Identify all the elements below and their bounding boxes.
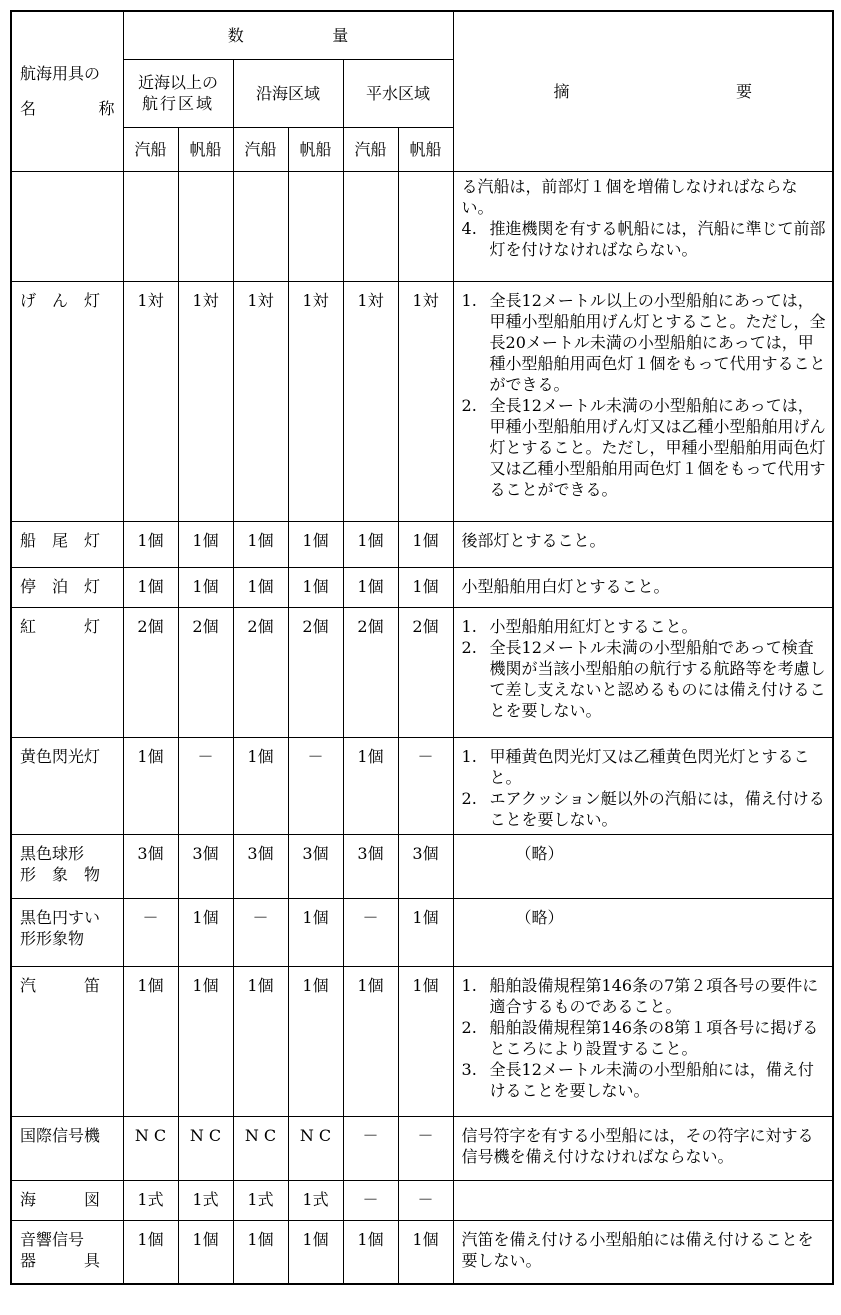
quantity-cell: 1個 [398,898,453,966]
item-name-cell [11,281,123,521]
quantity-cell: 1対 [288,281,343,521]
remarks-item [462,395,827,500]
item-name-line: 形形象物 [20,928,85,948]
quantity-cell: 2個 [398,607,453,737]
table-row [11,834,833,898]
quantity-cell: 1個 [288,898,343,966]
quantity-cell: 3個 [398,834,453,898]
item-name-cell [11,171,123,281]
quantity-cell: N C [123,1116,178,1180]
remarks-item-number: 1. [461,616,477,636]
table-row [11,567,833,607]
remarks-item [462,1125,827,1167]
remarks-item [462,637,827,721]
quantity-cell: 1対 [123,281,178,521]
header-steamship: 汽船 [343,127,398,171]
item-name-line: 黒色球形 [20,843,85,863]
remarks-item [462,176,827,218]
quantity-cell: － [288,737,343,834]
quantity-cell [288,171,343,281]
remarks-item [462,1059,827,1101]
remarks-cell [453,1116,833,1180]
quantity-cell [398,171,453,281]
remarks-item-text: 全長12メートル未満の小型船舶にあっては，甲種小型船舶用げん灯又は乙種小型船舶用げん灯とすること。ただし，甲種小型船舶用両色灯又は乙種小型船舶用両色灯１個をもって代用することができる。 [489,395,826,499]
item-name-line: 海 図 [20,1189,101,1209]
quantity-cell: 1対 [398,281,453,521]
quantity-cell: 1対 [343,281,398,521]
item-name-cell [11,966,123,1116]
remarks-abbreviated: （略） [515,907,564,927]
remarks-abbreviated: （略） [515,843,564,863]
remarks-item-number: 3. [461,1059,477,1079]
quantity-cell [123,171,178,281]
item-name-cell [11,737,123,834]
item-name-line: 形 象 物 [20,864,101,884]
quantity-cell: 1個 [343,737,398,834]
table-row [11,1220,833,1284]
remarks-cell [453,521,833,567]
remarks-item [462,576,827,597]
item-name-cell [11,834,123,898]
quantity-cell: 1個 [178,898,233,966]
header-sailboat: 帆船 [288,127,343,171]
quantity-cell: 3個 [123,834,178,898]
header-quantity-char-a: 数 [227,25,244,45]
quantity-cell: 1個 [123,737,178,834]
quantity-cell: 1式 [178,1180,233,1220]
table-row [11,966,833,1116]
quantity-cell: 3個 [343,834,398,898]
item-name-line: 器 具 [20,1250,101,1270]
quantity-cell: 1個 [288,521,343,567]
remarks-item-text: 全長12メートル未満の小型船舶であって検査機関が当該小型船舶の航行する航路等を考慮して差し支えないと認めるものには備え付けることを要しない。 [489,637,826,720]
quantity-cell: 3個 [288,834,343,898]
remarks-item [462,788,827,830]
quantity-cell: 1個 [233,567,288,607]
quantity-cell: 1対 [233,281,288,521]
remarks-item-number: 1. [461,975,477,995]
item-name-cell [11,567,123,607]
header-zone-offshore [123,59,233,127]
header-steamship: 汽船 [233,127,288,171]
quantity-cell: 1個 [178,567,233,607]
item-name-cell [11,1220,123,1284]
quantity-cell: 1個 [123,521,178,567]
table-row [11,281,833,521]
quantity-cell [343,171,398,281]
item-name-cell [11,607,123,737]
quantity-cell: 1個 [123,567,178,607]
quantity-cell: 1個 [178,966,233,1116]
table-row [11,171,833,281]
header-zone-coastal: 沿海区域 [233,59,343,127]
remarks-item-text: 後部灯とすること。 [461,530,606,550]
quantity-cell: 1個 [398,966,453,1116]
remarks-item-text: 推進機関を有する帆船には，汽船に準じて前部灯を付けなければならない。 [489,218,826,259]
quantity-cell: 1式 [233,1180,288,1220]
remarks-item-number: 2. [461,395,477,415]
quantity-cell: － [343,1116,398,1180]
item-name-line: 停 泊 灯 [20,576,101,596]
quantity-cell: 1個 [343,567,398,607]
remarks-item-number: 1. [461,290,477,310]
navigation-equipment-table [10,10,834,1285]
item-name-line: 黄色閃光灯 [20,746,101,766]
table-row [11,898,833,966]
quantity-cell: 1個 [123,1220,178,1284]
remarks-item-number: 2. [461,637,477,657]
header-quantity-char-b: 量 [332,25,349,45]
quantity-cell: 1個 [343,1220,398,1284]
header-sailboat: 帆船 [178,127,233,171]
quantity-cell: 2個 [178,607,233,737]
quantity-cell: － [398,737,453,834]
item-name-line: げ ん 灯 [20,290,101,310]
quantity-cell: － [123,898,178,966]
item-name-line: 紅 灯 [20,616,101,636]
remarks-cell [453,966,833,1116]
quantity-cell: 2個 [233,607,288,737]
header-zone-offshore-line1: 近海以上の [137,73,218,92]
quantity-cell: 1個 [343,966,398,1116]
header-remarks [453,11,833,171]
remarks-cell [453,607,833,737]
quantity-cell: 1個 [288,966,343,1116]
header-steamship: 汽船 [123,127,178,171]
remarks-cell [453,898,833,966]
quantity-cell: 1個 [233,737,288,834]
quantity-cell: － [343,898,398,966]
header-zone-smooth-water: 平水区域 [343,59,453,127]
remarks-item [462,290,827,395]
quantity-cell: 3個 [178,834,233,898]
quantity-cell: 1個 [178,1220,233,1284]
remarks-cell [453,1180,833,1220]
quantity-cell: 1個 [398,567,453,607]
header-item-name [11,11,123,171]
remarks-item-number: 4. [461,218,477,238]
remarks-cell [453,567,833,607]
remarks-cell [453,834,833,898]
remarks-cell [453,281,833,521]
item-name-cell [11,521,123,567]
header-remarks-char-b: 要 [736,81,753,101]
remarks-item-text: る汽船は，前部灯１個を増備しなければならない。 [461,176,798,217]
quantity-cell: 1個 [288,1220,343,1284]
header-zone-offshore-line2: 航行区域 [141,94,214,113]
quantity-cell: 1個 [123,966,178,1116]
item-name-line: 船 尾 灯 [20,530,101,550]
item-name-cell [11,898,123,966]
table-row [11,521,833,567]
remarks-item [462,218,827,260]
remarks-item [462,1229,827,1271]
remarks-cell [453,737,833,834]
item-name-line: 音響信号 [20,1229,85,1249]
quantity-cell: － [398,1180,453,1220]
item-name-line: 汽 笛 [20,975,101,995]
quantity-cell: 3個 [233,834,288,898]
quantity-cell: 2個 [288,607,343,737]
remarks-item [462,1017,827,1059]
header-item-name-line1: 航海用具の [20,64,101,84]
quantity-cell: － [178,737,233,834]
header-remarks-char-a: 摘 [553,81,570,101]
quantity-cell: 1個 [288,567,343,607]
item-name-cell [11,1116,123,1180]
remarks-item-text: 全長12メートル以上の小型船舶にあっては，甲種小型船舶用げん灯とすること。ただし，全長20メートル未満の小型船舶にあっては，甲種小型船舶用両色灯１個をもって代用することができる。 [489,290,826,394]
quantity-cell: － [398,1116,453,1180]
quantity-cell: 2個 [343,607,398,737]
quantity-cell: 1個 [398,1220,453,1284]
header-item-name-line2 [20,98,115,119]
remarks-item-text: 小型船舶用白灯とすること。 [461,576,670,596]
quantity-cell: 2個 [123,607,178,737]
remarks-item-text: 全長12メートル未満の小型船舶には，備え付けることを要しない。 [489,1059,814,1100]
remarks-item-text: 汽笛を備え付ける小型船舶には備え付けることを要しない。 [461,1229,814,1270]
quantity-cell [178,171,233,281]
quantity-cell: 1個 [233,966,288,1116]
remarks-item [462,975,827,1017]
quantity-cell: 1個 [233,521,288,567]
remarks-item [462,616,827,637]
quantity-cell: 1式 [288,1180,343,1220]
remarks-item-text: 信号符字を有する小型船には，その符字に対する信号機を備え付けなければならない。 [461,1125,814,1166]
remarks-item-number: 2. [461,788,477,808]
quantity-cell: 1個 [178,521,233,567]
remarks-item [462,530,827,551]
quantity-cell: N C [233,1116,288,1180]
header-item-name-char-b: 称 [98,99,115,119]
remarks-item-text: エアクッション艇以外の汽船には，備え付けることを要しない。 [489,788,825,829]
quantity-cell: － [233,898,288,966]
quantity-cell [233,171,288,281]
quantity-cell: N C [288,1116,343,1180]
quantity-cell: 1対 [178,281,233,521]
remarks-item-number: 2. [461,1017,477,1037]
header-sailboat: 帆船 [398,127,453,171]
item-name-line: 黒色円すい [20,907,101,927]
remarks-cell [453,1220,833,1284]
header-quantity [123,11,453,59]
table-row [11,737,833,834]
header-item-name-char-a: 名 [20,99,37,119]
remarks-item-text: 船舶設備規程第146条の8第１項各号に掲げるところにより設置すること。 [489,1017,819,1058]
quantity-cell: 1個 [233,1220,288,1284]
quantity-cell: N C [178,1116,233,1180]
remarks-item-text: 船舶設備規程第146条の7第２項各号の要件に適合するものであること。 [489,975,819,1016]
equipment-table-page [10,10,834,1285]
item-name-line: 国際信号機 [20,1125,101,1145]
remarks-item-number: 1. [461,746,477,766]
quantity-cell: 1個 [343,521,398,567]
quantity-cell: － [343,1180,398,1220]
remarks-item-text: 甲種黄色閃光灯又は乙種黄色閃光灯とすること。 [489,746,810,787]
remarks-cell [453,171,833,281]
table-row [11,607,833,737]
table-row [11,1116,833,1180]
item-name-cell [11,1180,123,1220]
remarks-item [462,746,827,788]
table-row [11,1180,833,1220]
remarks-item-text: 小型船舶用紅灯とすること。 [489,616,698,636]
quantity-cell: 1式 [123,1180,178,1220]
quantity-cell: 1個 [398,521,453,567]
